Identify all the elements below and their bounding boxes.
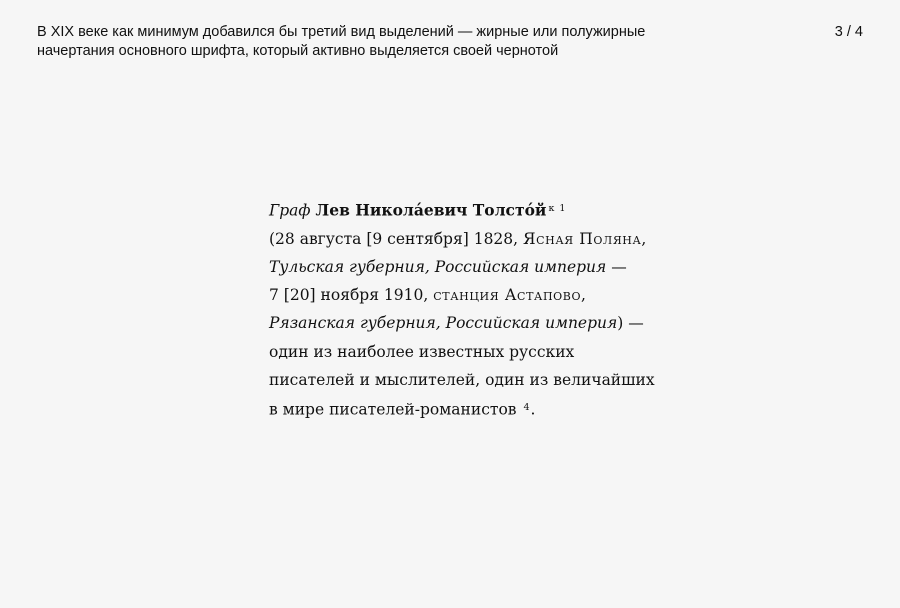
closing-dash: ) — — [617, 314, 644, 333]
text-excerpt — [269, 195, 709, 424]
death-date: 7 [20] ноября 1910, — [269, 286, 429, 305]
person-name: Лев Никола́евич Толсто́й — [315, 200, 547, 220]
excerpt-line-8 — [269, 394, 709, 424]
excerpt-line-5 — [269, 309, 709, 337]
page-counter: 3 / 4 — [834, 24, 863, 40]
death-region: Рязанская губерния, Российская империя — [269, 314, 618, 333]
title-prefix: Граф — [269, 201, 311, 220]
name-footnote-marker: к 1 — [548, 203, 567, 214]
birth-place: Ясная Поляна, — [523, 229, 647, 248]
slide-caption — [37, 23, 737, 61]
caption-line-2: начертания основного шрифта, который активно выделяется своей чернотой — [37, 43, 559, 59]
caption-line-1: В XIX веке как минимум добавился бы третий вид выделений — жирные или полужирные — [37, 24, 646, 40]
excerpt-line-3 — [269, 253, 709, 281]
birth-date: (28 августа [9 сентября] 1828, — [269, 229, 519, 248]
death-place: станция Астапово, — [433, 286, 587, 305]
excerpt-line-1 — [269, 195, 709, 225]
excerpt-line-7: писателей и мыслителей, один из величайших — [269, 371, 655, 390]
footnote-marker: 4 — [523, 402, 531, 414]
line-8-text: в мире писателей-романистов — [269, 400, 517, 419]
birth-region: Тульская губерния, Российская империя — [269, 257, 607, 276]
excerpt-line-6: один из наиболее известных русских — [269, 342, 575, 361]
end-period: . — [530, 400, 536, 419]
excerpt-line-2 — [269, 225, 709, 253]
excerpt-line-4 — [269, 281, 709, 309]
dash-separator: — — [606, 257, 627, 276]
